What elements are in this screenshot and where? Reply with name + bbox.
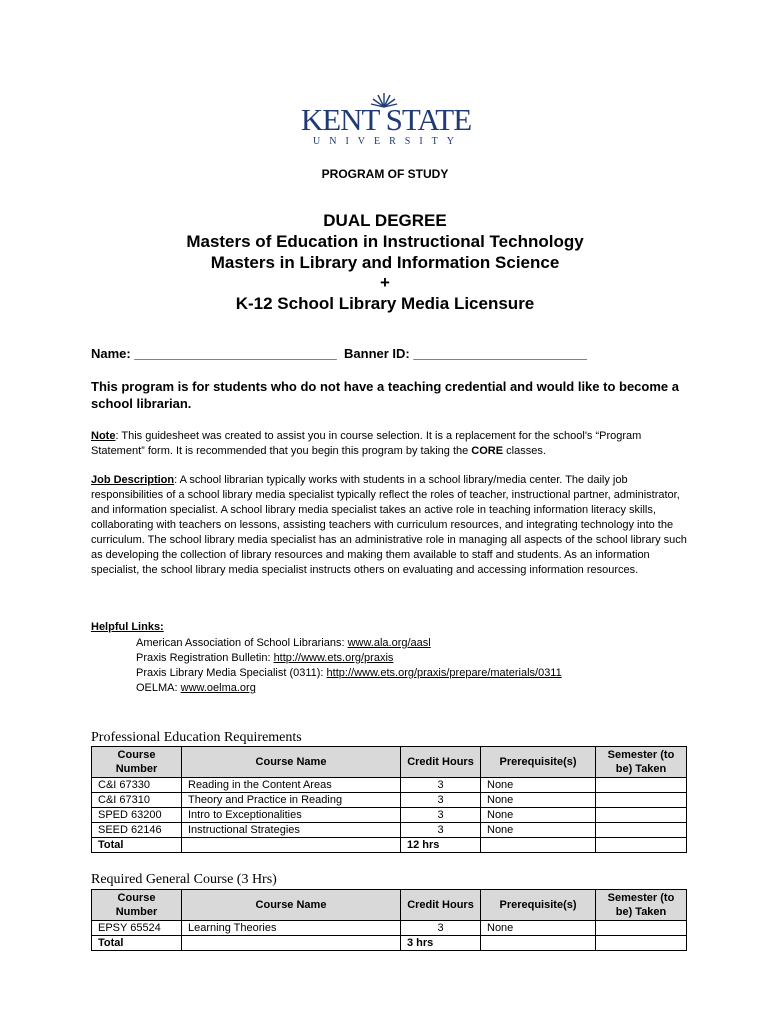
total-row <box>92 838 687 853</box>
helpful-links-heading: Helpful Links: <box>91 621 164 633</box>
column-header: Credit Hours <box>401 747 481 778</box>
title-line-3: Masters in Library and Information Science <box>210 253 560 272</box>
semester-cell[interactable] <box>596 921 687 936</box>
logo-subtitle: UNIVERSITY <box>313 136 463 147</box>
table-row <box>92 778 687 793</box>
column-header: Course Number <box>92 747 182 778</box>
oelma-link[interactable]: www.oelma.org <box>180 682 256 694</box>
prerequisite-cell: None <box>481 808 596 823</box>
link-label: Praxis Registration Bulletin: <box>136 652 274 664</box>
prerequisite-cell: None <box>481 823 596 838</box>
table-row <box>92 793 687 808</box>
course-name-cell: Learning Theories <box>182 921 401 936</box>
column-header: Course Name <box>182 890 401 921</box>
course-number-cell: C&I 67330 <box>92 778 182 793</box>
link-row <box>136 681 256 696</box>
link-label: American Association of School Librarians: <box>136 637 348 649</box>
prerequisite-cell: None <box>481 778 596 793</box>
program-label: PROGRAM OF STUDY <box>321 167 449 181</box>
empty-cell <box>182 838 401 853</box>
required-general-course-table <box>91 889 687 951</box>
course-name-cell: Reading in the Content Areas <box>182 778 401 793</box>
title-line-2: Masters of Education in Instructional Technology <box>186 232 584 251</box>
total-hours: 12 hrs <box>401 838 481 853</box>
professional-education-table <box>91 746 687 853</box>
logo-wordmark: KENT STATE <box>300 102 472 137</box>
empty-cell <box>481 838 596 853</box>
job-label: Job Description <box>91 474 175 486</box>
note-text: : This guidesheet was created to assist you in course selection. It is a replacement for the school's “Program Statement” form. It is recommended that you begin this program by taking the <box>91 430 642 457</box>
course-number-cell: SEED 62146 <box>92 823 182 838</box>
credit-hours-cell: 3 <box>401 921 481 936</box>
credit-hours-cell: 3 <box>401 778 481 793</box>
job-text: : A school librarian typically works with students in a school library/media center. The daily job responsibilities of a school library media specialist typically reflect the roles of teacher, instructional partner, administrator, and information specialist. A school library media specialist takes an active role in teaching information literacy skills, collaborating with teachers on lessons, assisting teachers with curriculum resources, and integrating technology into the curriculum. The school library media specialist has an administrative role in managing all aspects of the school library such as developing the collection of library resources and making them available to staff and students. As an information specialist, the school library media specialist instructs others on evaluating and accessing information resources. <box>91 474 687 576</box>
total-row <box>92 936 687 951</box>
credit-hours-cell: 3 <box>401 793 481 808</box>
table-header-row <box>92 890 687 921</box>
job-description-paragraph <box>91 473 691 578</box>
title-line-5: K-12 School Library Media Licensure <box>235 294 535 313</box>
semester-cell[interactable] <box>596 823 687 838</box>
total-label: Total <box>92 936 182 951</box>
table-row <box>92 823 687 838</box>
total-label: Total <box>92 838 182 853</box>
course-number-cell: EPSY 65524 <box>92 921 182 936</box>
required-general-course-title: Required General Course (3 Hrs) <box>91 872 277 887</box>
kent-state-logo <box>288 92 484 154</box>
course-number-cell: C&I 67310 <box>92 793 182 808</box>
note-label: Note <box>91 430 116 442</box>
column-header: Prerequisite(s) <box>481 890 596 921</box>
praxis-link[interactable]: http://www.ets.org/praxis <box>273 652 394 664</box>
table-row <box>92 808 687 823</box>
empty-cell <box>481 936 596 951</box>
column-header: Course Name <box>182 747 401 778</box>
course-name-cell: Instructional Strategies <box>182 823 401 838</box>
prerequisite-cell: None <box>481 921 596 936</box>
total-hours: 3 hrs <box>401 936 481 951</box>
column-header: Course Number <box>92 890 182 921</box>
note-text-end: classes. <box>503 445 546 457</box>
prerequisite-cell: None <box>481 793 596 808</box>
aasl-link[interactable]: www.ala.org/aasl <box>347 637 431 649</box>
empty-cell <box>596 838 687 853</box>
note-paragraph <box>91 429 691 459</box>
link-row <box>136 651 393 666</box>
column-header: Semester (to be) Taken <box>596 747 687 778</box>
intro-statement: This program is for students who do not have a teaching credential and would like to become a school librarian. <box>91 379 679 411</box>
link-row <box>136 666 562 681</box>
credit-hours-cell: 3 <box>401 808 481 823</box>
table-header-row <box>92 747 687 778</box>
course-name-cell: Theory and Practice in Reading <box>182 793 401 808</box>
course-name-cell: Intro to Exceptionalities <box>182 808 401 823</box>
empty-cell <box>596 936 687 951</box>
course-number-cell: SPED 63200 <box>92 808 182 823</box>
name-banner-id-field[interactable]: Name: ____________________________ Banner ID: ________________________ <box>91 346 587 361</box>
semester-cell[interactable] <box>596 808 687 823</box>
professional-education-title: Professional Education Requirements <box>91 730 302 745</box>
column-header: Semester (to be) Taken <box>596 890 687 921</box>
link-label: OELMA: <box>136 682 181 694</box>
link-label: Praxis Library Media Specialist (0311): <box>136 667 327 679</box>
link-row <box>136 636 431 651</box>
core-emphasis: CORE <box>471 445 504 457</box>
semester-cell[interactable] <box>596 778 687 793</box>
semester-cell[interactable] <box>596 793 687 808</box>
column-header: Prerequisite(s) <box>481 747 596 778</box>
credit-hours-cell: 3 <box>401 823 481 838</box>
title-line-4: + <box>380 273 390 292</box>
praxis-0311-link[interactable]: http://www.ets.org/praxis/prepare/materials/0311 <box>326 667 562 679</box>
table-row <box>92 921 687 936</box>
column-header: Credit Hours <box>401 890 481 921</box>
empty-cell <box>182 936 401 951</box>
title-line-1: DUAL DEGREE <box>323 211 447 230</box>
